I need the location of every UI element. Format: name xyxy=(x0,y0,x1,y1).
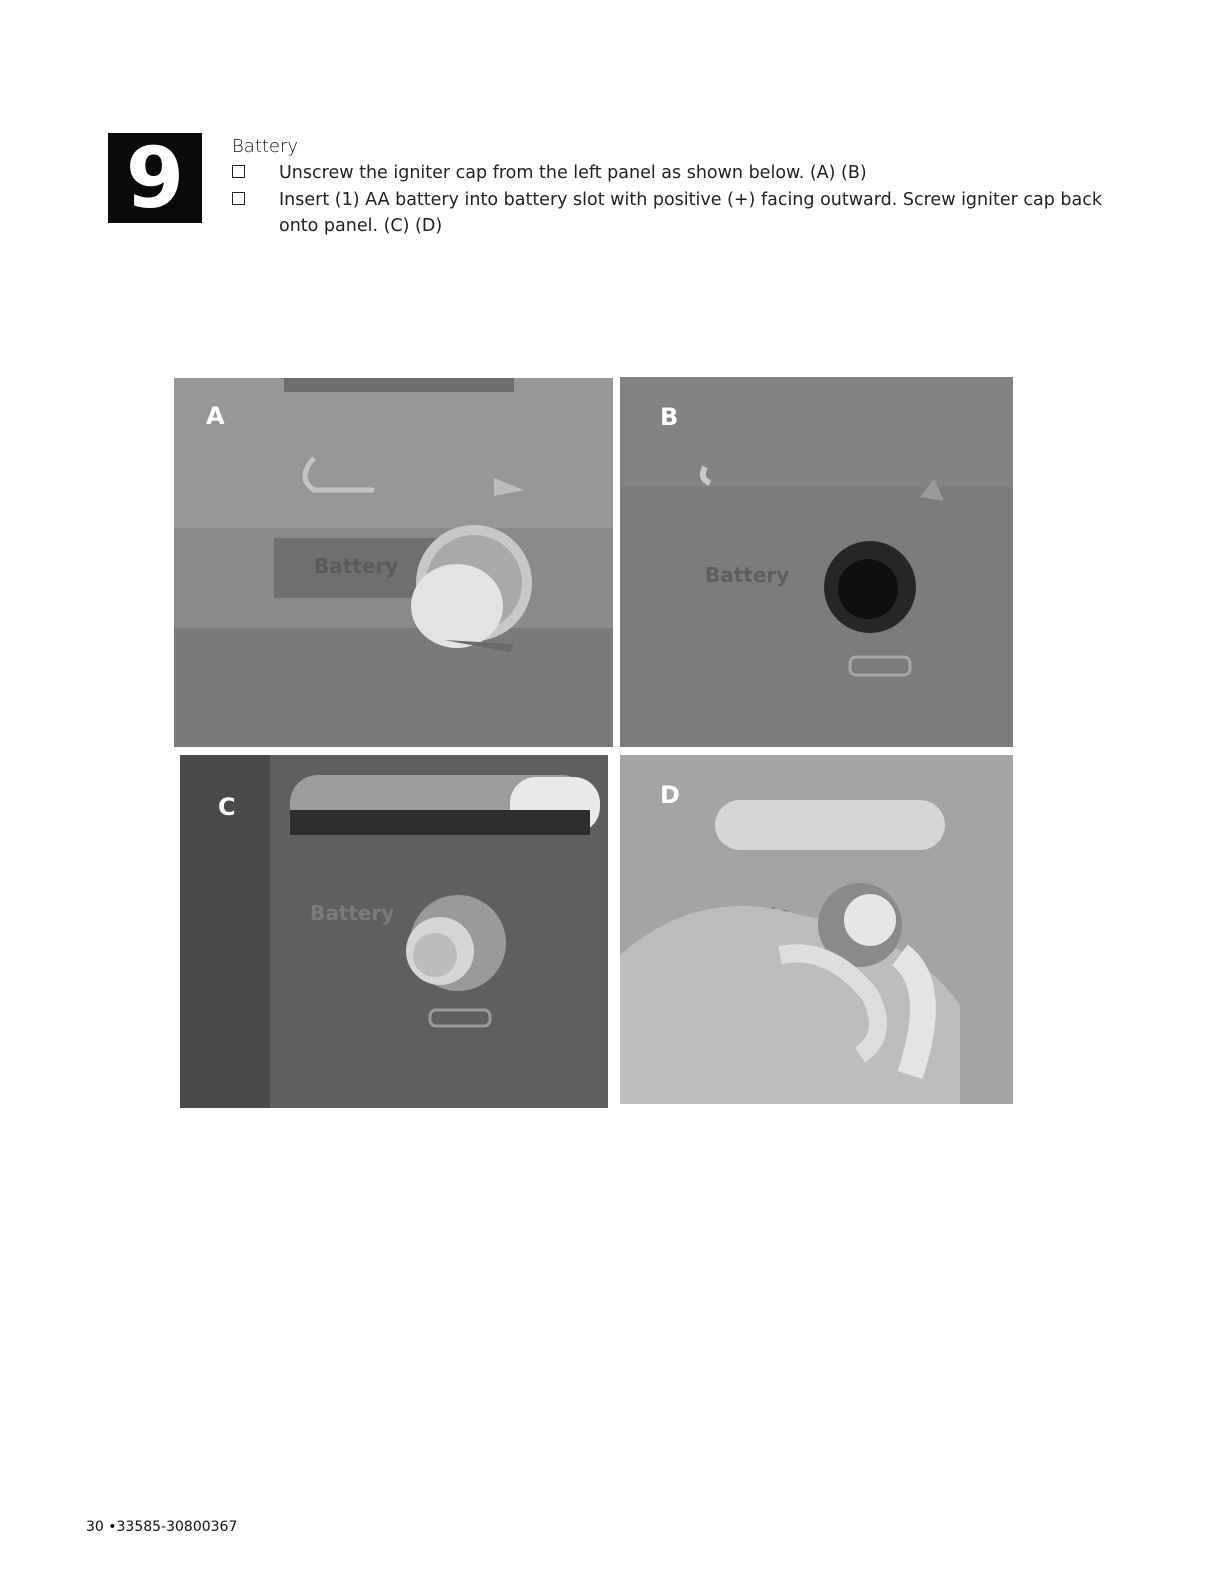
panel-label-text: Battery xyxy=(314,554,399,578)
step-number-badge xyxy=(108,129,202,227)
photo-label: D xyxy=(660,781,680,809)
photo-label: C xyxy=(218,793,236,821)
checkbox-icon xyxy=(232,165,245,178)
instruction-item xyxy=(232,187,1112,239)
panel-label-text: Battery xyxy=(310,901,395,925)
photo-b xyxy=(620,377,1013,747)
photo-b-image xyxy=(620,377,1013,747)
panel-label-text: Battery xyxy=(705,563,790,587)
photo-d xyxy=(620,755,1013,1104)
section-title: Battery xyxy=(232,136,299,157)
photo-c xyxy=(180,755,608,1108)
instruction-item xyxy=(232,160,1112,186)
photo-a xyxy=(174,378,613,747)
photo-label: B xyxy=(660,403,679,431)
instruction-text: Insert (1) AA battery into battery slot with positive (+) facing outward. Screw igniter cap back xyxy=(279,190,1102,210)
page-footer: 30 •33585-30800367 xyxy=(86,1519,238,1535)
photo-a-image xyxy=(174,378,613,747)
step-number: 9 xyxy=(125,129,185,227)
photo-label: A xyxy=(206,402,225,430)
photo-c-image xyxy=(180,755,608,1108)
instruction-text-continued: onto panel. (C) (D) xyxy=(279,216,443,236)
checkbox-icon xyxy=(232,192,245,205)
instruction-text: Unscrew the igniter cap from the left panel as shown below. (A) (B) xyxy=(279,163,867,183)
